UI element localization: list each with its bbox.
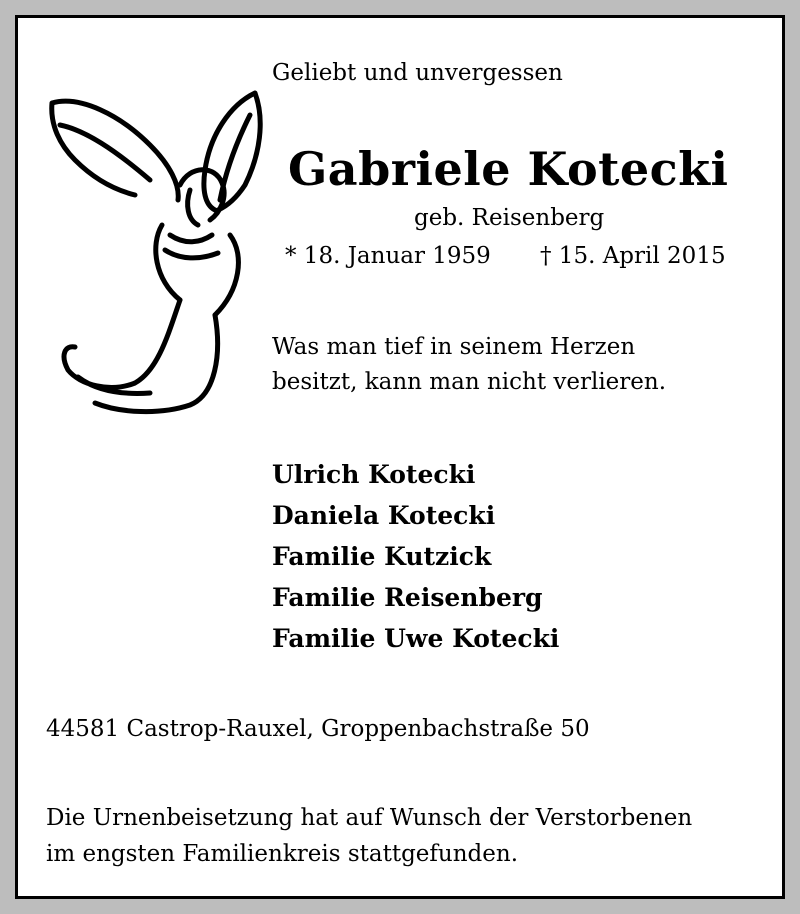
birth-name: geb. Reisenberg: [414, 205, 605, 231]
motto: Geliebt und unvergessen: [272, 60, 563, 86]
mourner: Familie Reisenberg: [272, 583, 543, 612]
mourner: Familie Kutzick: [272, 542, 492, 571]
quote-line: besitzt, kann man nicht verlieren.: [272, 369, 667, 395]
notice-line: im engsten Familienkreis stattgefunden.: [46, 841, 519, 867]
quote-line: Was man tief in seinem Herzen: [272, 334, 636, 360]
mourner: Daniela Kotecki: [272, 501, 496, 530]
mourners-list: [272, 454, 559, 659]
notice-line: Die Urnenbeisetzung hat auf Wunsch der Verstorbenen: [46, 805, 693, 831]
deceased-name: Gabriele Kotecki: [288, 142, 729, 196]
death-date: † 15. April 2015: [540, 243, 726, 269]
birth-date: * 18. Januar 1959: [285, 243, 491, 269]
address: 44581 Castrop-Rauxel, Groppenbachstraße 50: [46, 716, 590, 742]
mourner: Ulrich Kotecki: [272, 460, 476, 489]
burial-notice: [46, 800, 692, 872]
quote: [272, 330, 666, 400]
angel-icon: [40, 85, 275, 430]
mourner: Familie Uwe Kotecki: [272, 624, 560, 653]
